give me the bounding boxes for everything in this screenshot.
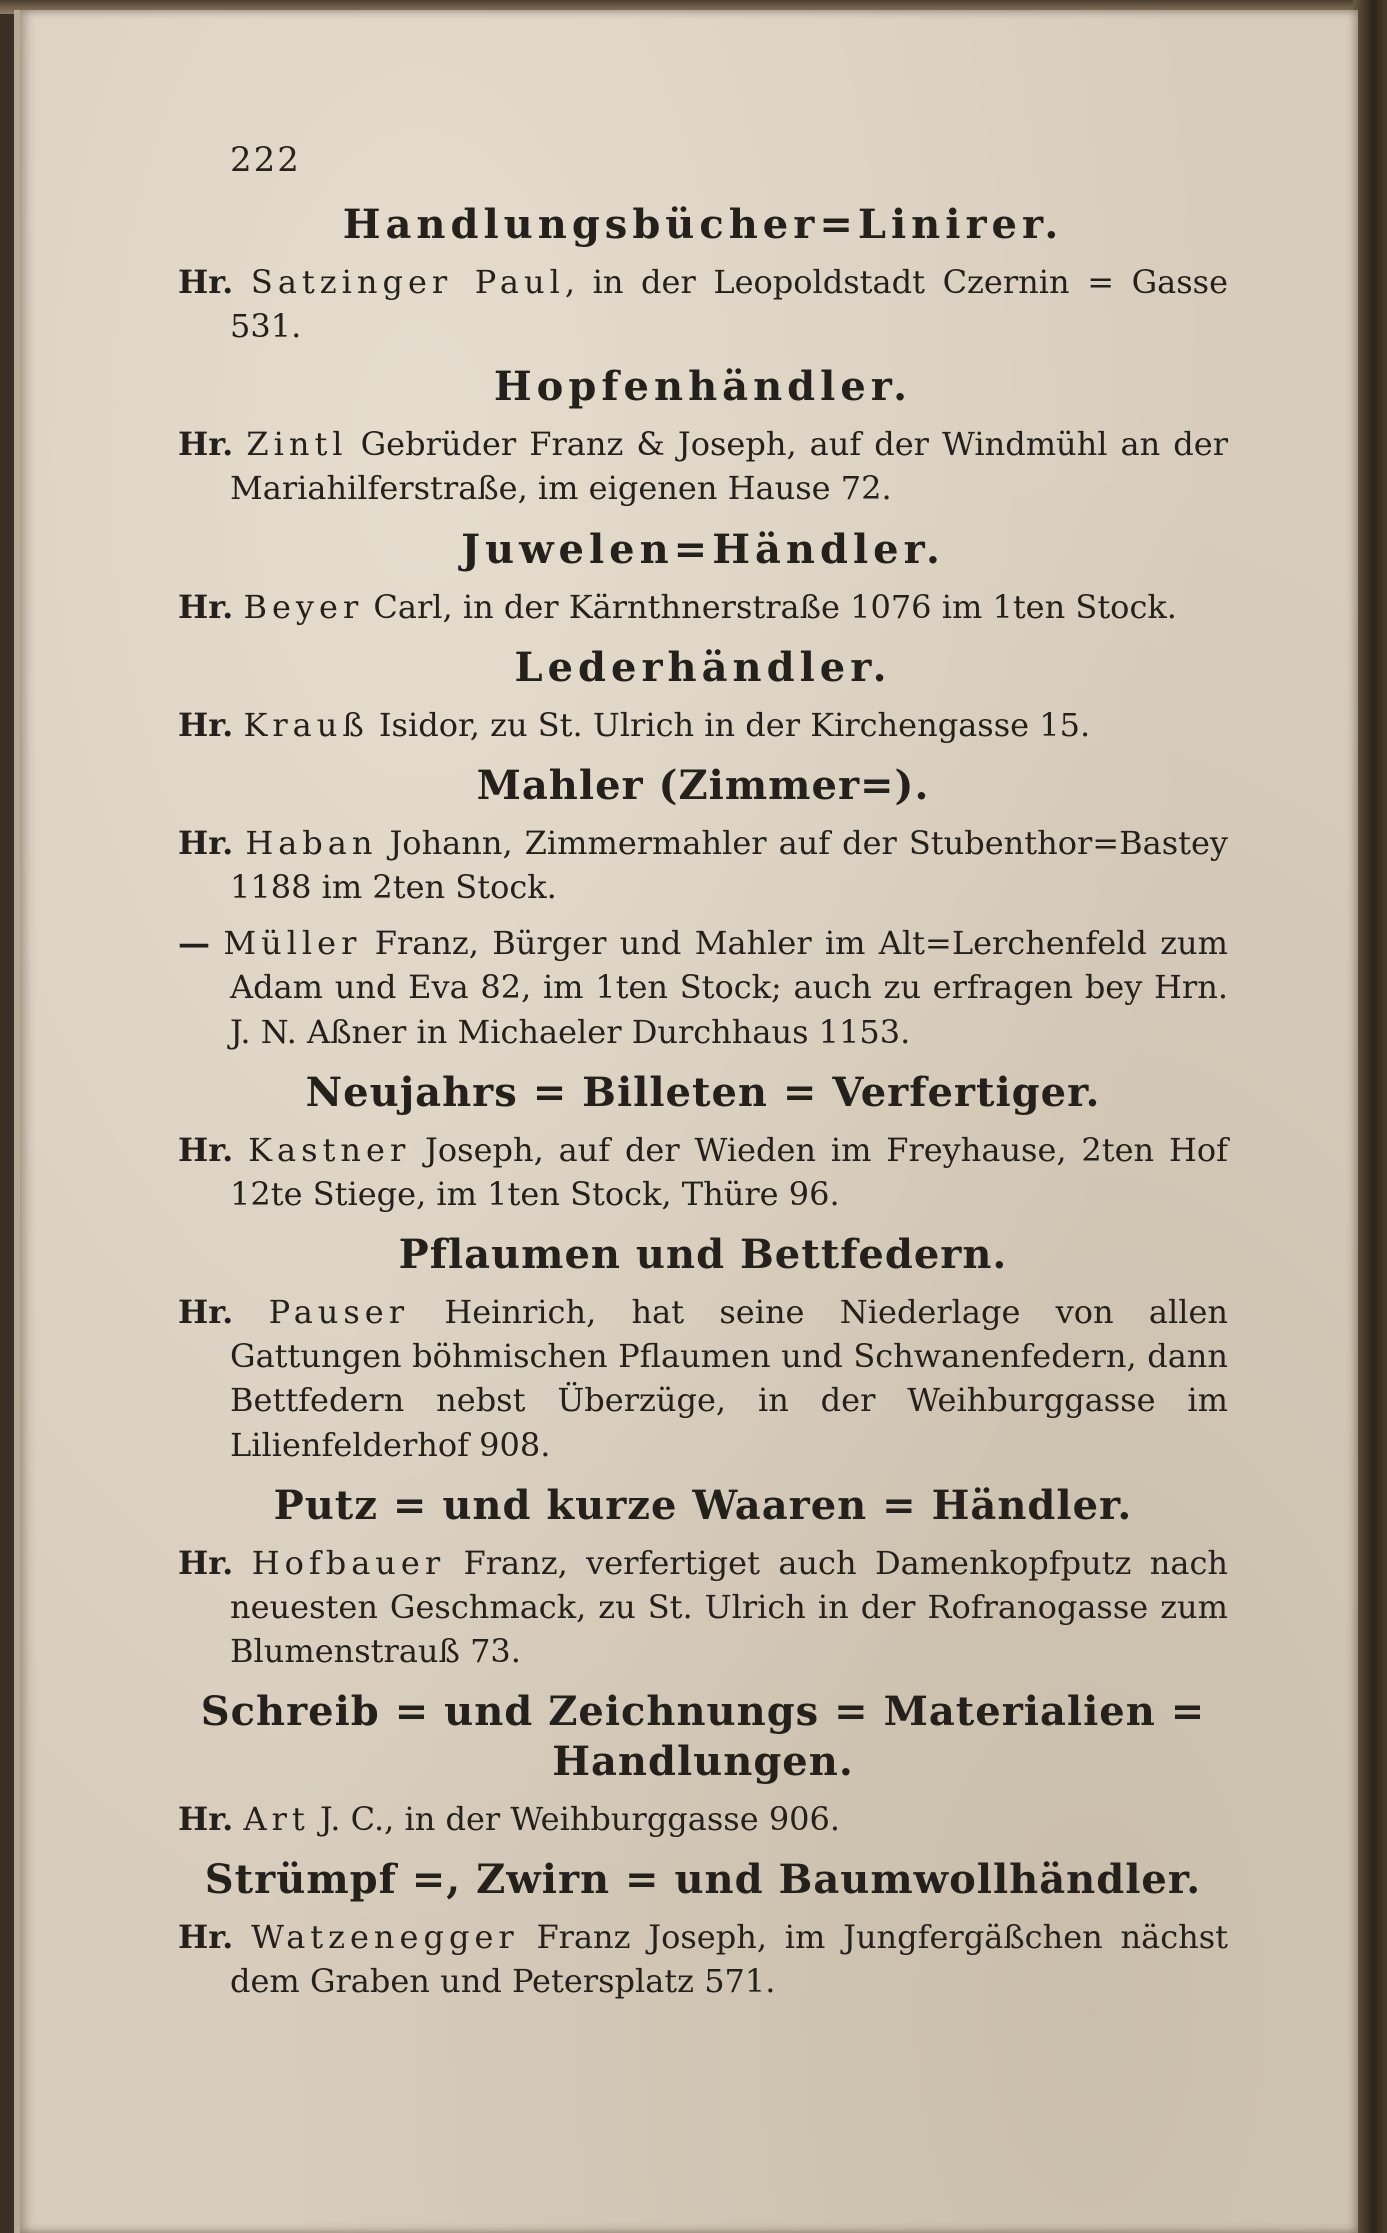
directory-entry xyxy=(178,1915,1228,2003)
directory-entry xyxy=(178,1541,1228,1673)
entry-name: Kastner xyxy=(248,1130,411,1169)
entry-text: Carl, in der Kärnthnerstraße 1076 im 1ten Stock. xyxy=(363,587,1177,626)
entry-title: Hr. xyxy=(178,425,234,464)
section-heading: Putz = und kurze Waaren = Händler. xyxy=(273,1481,1133,1529)
entry-text: Franz Joseph, im Jungfergäßchen nächst dem Graben und Petersplatz 571. xyxy=(230,1918,1229,2001)
section-heading: Hopfenhändler. xyxy=(493,363,913,411)
section-heading: Juwelen=Händler. xyxy=(461,525,945,573)
book-edge-right xyxy=(1353,0,1387,2233)
entry-name: Satzinger Paul xyxy=(250,263,565,301)
directory-entry xyxy=(178,821,1228,909)
entry-title: Hr. xyxy=(178,263,234,301)
trade-section xyxy=(178,1481,1228,1673)
trade-section xyxy=(178,525,1228,629)
entry-title: Hr. xyxy=(178,1918,234,1957)
trade-section xyxy=(178,1068,1228,1216)
section-heading: Strümpf =, Zwirn = und Baumwollhändler. xyxy=(204,1856,1202,1904)
trade-section xyxy=(178,362,1228,510)
section-heading: Pflaumen und Bettfedern. xyxy=(398,1231,1008,1279)
entry-name: Art xyxy=(243,1800,310,1839)
entry-title: Hr. xyxy=(178,1800,234,1839)
section-heading: Lederhändler. xyxy=(514,643,892,691)
entry-name: Watzenegger xyxy=(251,1918,519,1957)
entry-text: Franz, Bürger und Mahler im Alt=Lerchenfeld zum Adam und Eva 82, im 1ten Stock; auch zu erfragen bey Hrn. J. N. Aßner in Michaeler Durchhaus 1153. xyxy=(230,924,1229,1051)
directory-entry xyxy=(178,1290,1228,1467)
entry-title: Hr. xyxy=(178,1543,234,1582)
entry-name: Pauser xyxy=(268,1293,410,1332)
entry-name: Müller xyxy=(223,924,362,963)
entry-title: Hr. xyxy=(178,1130,234,1169)
trade-section xyxy=(178,1230,1228,1467)
entry-name: Krauß xyxy=(243,705,369,744)
entry-text: Joseph, auf der Wieden im Freyhause, 2ten Hof 12te Stiege, im 1ten Stock, Thüre 96. xyxy=(230,1130,1229,1213)
entry-title: Hr. xyxy=(178,823,234,862)
entry-text: Isidor, zu St. Ulrich in der Kirchengasse 15. xyxy=(368,705,1091,744)
entry-title: Hr. xyxy=(178,705,234,744)
section-heading: Schreib = und Zeichnungs = Materialien = Handlungen. xyxy=(200,1688,1206,1786)
trade-section xyxy=(178,643,1228,747)
section-heading: Neujahrs = Billeten = Verfertiger. xyxy=(305,1068,1101,1116)
entry-text: Heinrich, hat seine Niederlage von allen Gattungen böhmischen Pflaumen und Schwanenfedern, dann Bettfedern nebst Überzüge, in der Weihburggasse im Lilienfelderhof 908. xyxy=(230,1293,1229,1464)
directory-entry xyxy=(178,422,1228,510)
directory-entry xyxy=(178,585,1228,629)
entry-title: Hr. xyxy=(178,587,234,626)
page-number: 222 xyxy=(230,140,301,180)
entry-name: Zintl xyxy=(246,425,348,464)
trade-section xyxy=(178,200,1228,348)
section-heading: Handlungsbücher=Linirer. xyxy=(342,201,1064,248)
entry-title: — xyxy=(178,924,210,963)
directory-entry xyxy=(178,703,1228,747)
trade-section xyxy=(178,1687,1228,1841)
entry-name: Beyer xyxy=(243,587,364,626)
trade-section xyxy=(178,761,1228,1054)
entry-title: Hr. xyxy=(178,1293,234,1332)
entry-name: Hofbauer xyxy=(251,1543,446,1582)
entry-text: Johann, Zimmermahler auf der Stubenthor=Bastey 1188 im 2ten Stock. xyxy=(230,823,1229,907)
section-heading: Mahler (Zimmer=). xyxy=(476,761,930,809)
directory-entry xyxy=(178,260,1228,348)
directory-entry xyxy=(178,1797,1228,1841)
directory-entry xyxy=(178,1128,1228,1216)
entry-name: Haban xyxy=(245,823,378,862)
directory-content xyxy=(178,200,1228,2018)
directory-entry xyxy=(178,921,1228,1053)
entry-text: , in der Leopoldstadt Czernin = Gasse 531. xyxy=(230,263,1229,346)
entry-text: Franz, verfertiget auch Damenkopfputz nach neuesten Geschmack, zu St. Ulrich in der Rofranogasse zum Blumenstrauß 73. xyxy=(230,1543,1228,1670)
entry-text: J. C., in der Weihburggasse 906. xyxy=(309,1800,841,1839)
trade-section xyxy=(178,1855,1228,2003)
entry-text: Gebrüder Franz & Joseph, auf der Windmühl an der Mariahilferstraße, im eigenen Hause 72. xyxy=(230,425,1229,508)
